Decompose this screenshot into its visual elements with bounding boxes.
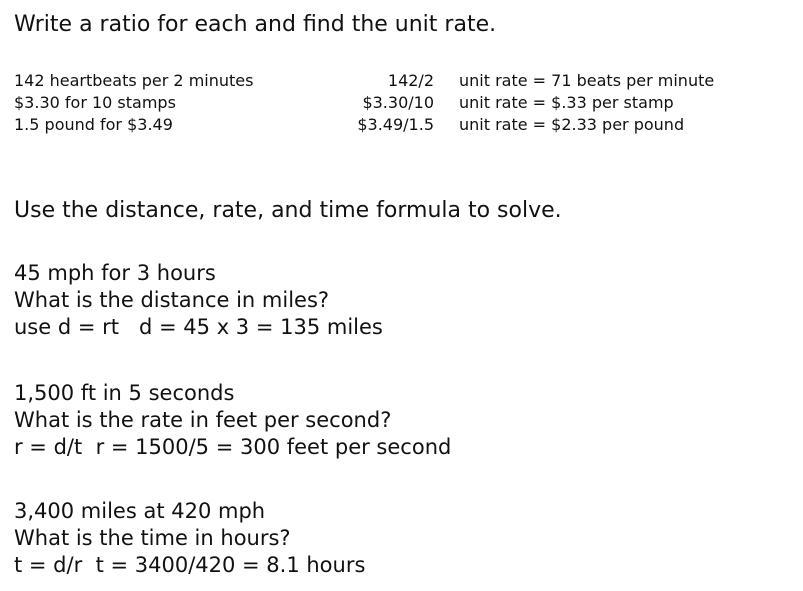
- problem-question: What is the time in hours?: [14, 526, 291, 550]
- ratio-table: [14, 70, 794, 136]
- unit-rate-value: unit rate = $.33 per stamp: [459, 93, 674, 112]
- unit-rate-value: unit rate = $2.33 per pound: [459, 115, 685, 134]
- problem-question: What is the rate in feet per second?: [14, 408, 392, 432]
- ratio-description: 1.5 pound for $3.49: [14, 115, 173, 134]
- problem-given: 1,500 ft in 5 seconds: [14, 381, 235, 405]
- unit-rate-value: unit rate = 71 beats per minute: [459, 71, 715, 90]
- ratio-value: $3.30/10: [362, 93, 434, 112]
- ratio-row: [14, 114, 794, 136]
- problem-given: 45 mph for 3 hours: [14, 261, 216, 285]
- distance-formula-heading: Use the distance, rate, and time formula to solve.: [14, 198, 562, 223]
- problem-solution: t = d/r t = 3400/420 = 8.1 hours: [14, 553, 366, 577]
- problem-question: What is the distance in miles?: [14, 288, 330, 312]
- ratio-value: $3.49/1.5: [357, 115, 434, 134]
- problem-rate: [14, 380, 451, 461]
- ratio-description: 142 heartbeats per 2 minutes: [14, 71, 254, 90]
- unit-rate-heading: Write a ratio for each and find the unit rate.: [14, 12, 497, 37]
- ratio-description: $3.30 for 10 stamps: [14, 93, 176, 112]
- ratio-row: [14, 92, 794, 114]
- problem-solution: r = d/t r = 1500/5 = 300 feet per second: [14, 435, 452, 459]
- problem-solution: use d = rt d = 45 x 3 = 135 miles: [14, 315, 383, 339]
- problem-distance: [14, 260, 383, 341]
- ratio-value: 142/2: [387, 71, 434, 90]
- problem-time: [14, 498, 365, 579]
- problem-given: 3,400 miles at 420 mph: [14, 499, 266, 523]
- ratio-row: [14, 70, 794, 92]
